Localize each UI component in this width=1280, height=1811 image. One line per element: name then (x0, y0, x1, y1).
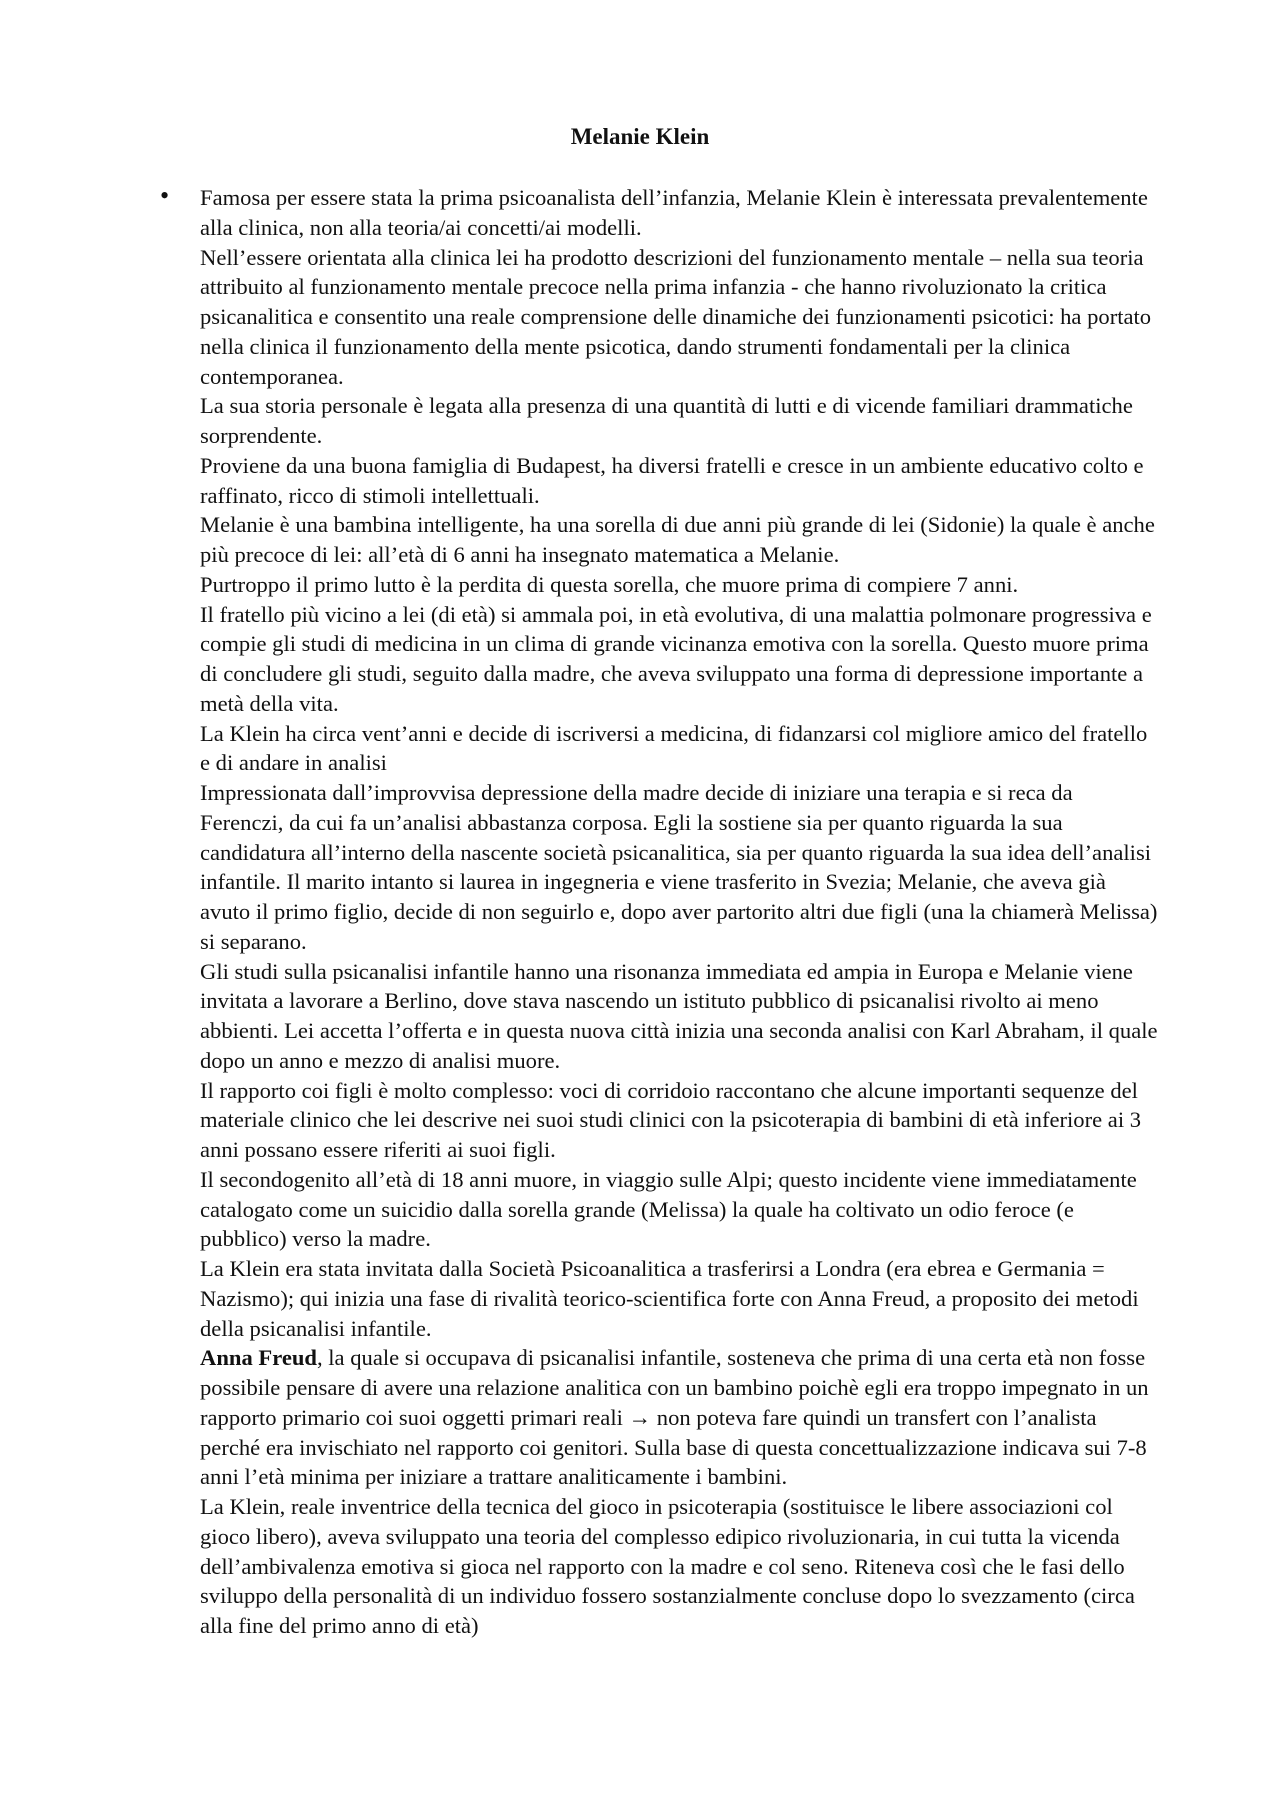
anna-freud-text: , la quale si occupava di psicanalisi infantile, sosteneva che prima di una certa età non fosse possibile pensare di avere una relazione analitica con un bambino poichè egli era troppo impegnato in un rapporto primario coi suoi oggetti primari reali → non poteva fare quindi un transfert con l’analista perché era invischiato nel rapporto coi genitori. Sulla base di questa concettualizzazione indicava sui 7-8 anni l’età minima per iniziare a trattare analiticamente i bambini. (200, 1345, 1149, 1490)
page-title: Melanie Klein (570, 124, 710, 149)
paragraph-berlino: Gli studi sulla psicanalisi infantile hanno una risonanza immediata ed ampia in Europa e Melanie viene invitata a lavorare a Berlino, dove stava nascendo un istituto pubblico di psicanalisi rivolto ai meno abbienti. Lei accetta l’offerta e in questa nuova città inizia una seconda analisi con Karl Abraham, il quale dopo un anno e mezzo di analisi muore. (200, 958, 1158, 1073)
paragraph-primo-lutto: Purtroppo il primo lutto è la perdita di questa sorella, che muore prima di compiere 7 anni. (200, 571, 1019, 597)
paragraph-storia: La sua storia personale è legata alla presenza di una quantità di lutti e di vicende familiari drammatiche sorprendente. (200, 393, 1133, 448)
paragraph-figli: Il rapporto coi figli è molto complesso: voci di corridoio raccontano che alcune importanti sequenze del materiale clinico che lei descrive nei suoi studi clinici con la psicoterapia di bambini di età inferiore ai 3 anni possano essere riferiti ai suoi figli. (200, 1077, 1142, 1162)
paragraph-ventanni: La Klein ha circa vent’anni e decide di iscriversi a medicina, di fidanzarsi col migliore amico del fratello e di andare in analisi (200, 720, 1148, 776)
paragraph-sorella: Melanie è una bambina intelligente, ha una sorella di due anni più grande di lei (Sidonie) la quale è anche più precoce di lei: all’età di 6 anni ha insegnato matematica a Melanie. (200, 512, 1155, 567)
paragraph-londra: La Klein era stata invitata dalla Società Psicoanalitica a trasferirsi a Londra (era ebrea e Germania = Nazismo); qui inizia una fase di rivalità teorico-scientifica forte con Anna Freud, a proposito dei metodi della psicanalisi infantile. (200, 1256, 1139, 1341)
paragraph-clinica: Nell’essere orientata alla clinica lei ha prodotto descrizioni del funzionamento mentale – nella sua teoria attribuito al funzionamento mentale precoce nella prima infanzia - che hanno rivoluzionato la critica psicanalitica e consentito una reale comprensione delle dinamiche dei funzionamenti psicotici: ha portato nella clinica il funzionamento della mente psicotica, dando strumenti fondamentali per la clinica contemporanea. (200, 244, 1152, 389)
paragraph-fratello: Il fratello più vicino a lei (di età) si ammala poi, in età evolutiva, di una malattia polmonare progressiva e compie gli studi di medicina in un clima di grande vicinanza emotiva con la sorella. Questo muore prima di concludere gli studi, seguito dalla madre, che aveva sviluppato una forma di depressione importante a metà della vita. (200, 601, 1152, 716)
paragraph-famiglia: Proviene da una buona famiglia di Budapest, ha diversi fratelli e cresce in un ambiente educativo colto e raffinato, ricco di stimoli intellettuali. (200, 452, 1144, 508)
paragraph-intro: Famosa per essere stata la prima psicoanalista dell’infanzia, Melanie Klein è interessata prevalentemente alla clinica, non alla teoria/ai concetti/ai modelli. (200, 185, 1148, 240)
paragraph-anna-freud (200, 1343, 1160, 1492)
paragraph-ferenczi: Impressionata dall’improvvisa depressione della madre decide di iniziare una terapia e si reca da Ferenczi, da cui fa un’analisi abbastanza corposa. Egli la sostiene sia per quanto riguarda la sua candidatura all’interno della nascente società psicanalitica, sia per quanto riguarda la sua idea dell’analisi infantile. Il marito intanto si laurea in ingegneria e viene trasferito in Svezia; Melanie, che aveva già avuto il primo figlio, decide di non seguirlo e, dopo aver partorito altri due figli (una la chiamerà Melissa) si separano. (200, 780, 1158, 954)
paragraph-secondogenito: Il secondogenito all’età di 18 anni muore, in viaggio sulle Alpi; questo incidente viene immediatamente catalogato come un suicidio dalla sorella grande (Melissa) la quale ha coltivato un odio feroce (e pubblico) verso la madre. (200, 1166, 1137, 1252)
anna-freud-name: Anna Freud (200, 1345, 317, 1371)
document-body (200, 183, 1160, 1641)
bullet-icon: • (160, 181, 170, 210)
paragraph-tecnica-gioco: La Klein, reale inventrice della tecnica del gioco in psicoterapia (sostituisce le libere associazioni col gioco libero), aveva sviluppato una teoria del complesso edipico rivoluzionaria, in cui tutta la vicenda dell’ambivalenza emotiva si gioca nel rapporto con la madre e col seno. Riteneva così che le fasi dello sviluppo della personalità di un individuo fossero sostanzialmente concluse dopo lo svezzamento (circa alla fine del primo anno di età) (200, 1494, 1135, 1638)
